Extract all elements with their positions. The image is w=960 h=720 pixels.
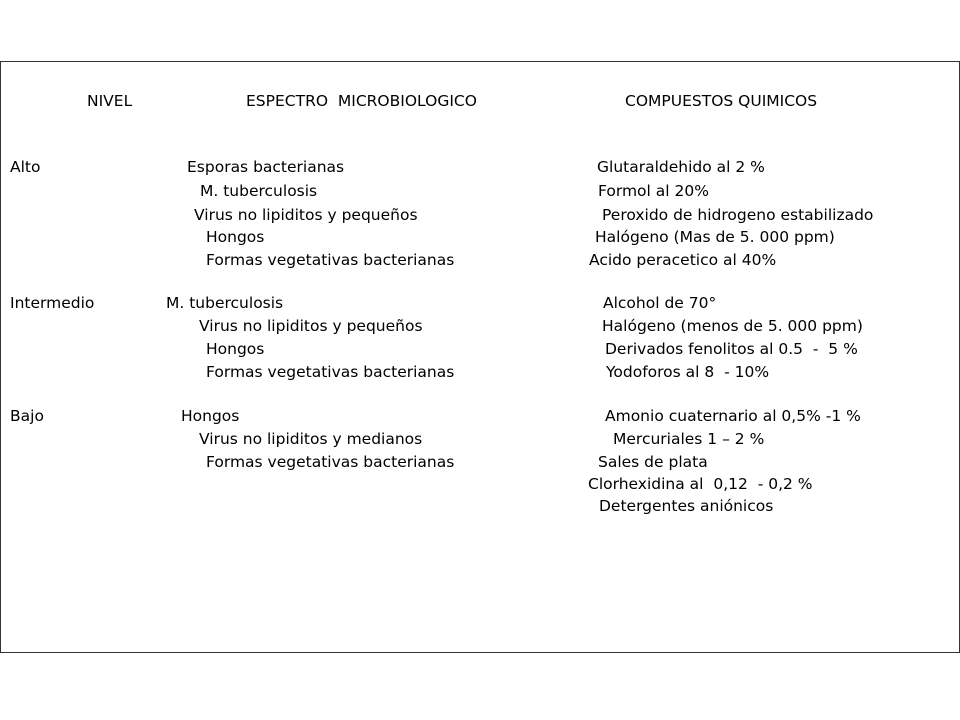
alto-spectrum-item: Hongos (206, 228, 265, 246)
alto-compound-item: Formol al 20% (598, 182, 709, 200)
bajo-compound-item: Sales de plata (598, 453, 708, 471)
intermedio-spectrum-item: Formas vegetativas bacterianas (206, 363, 455, 381)
alto-compound-item: Peroxido de hidrogeno estabilizado (602, 206, 874, 224)
alto-spectrum-item: M. tuberculosis (200, 182, 318, 200)
header-espectro: ESPECTRO MICROBIOLOGICO (246, 92, 477, 110)
bajo-compound-item: Amonio cuaternario al 0,5% -1 % (605, 407, 861, 425)
intermedio-spectrum-item: M. tuberculosis (166, 294, 284, 312)
alto-spectrum-item: Virus no lipiditos y pequeños (194, 206, 418, 224)
header-compuestos: COMPUESTOS QUIMICOS (625, 92, 818, 110)
level-bajo: Bajo (10, 407, 44, 425)
bajo-spectrum-item: Hongos (181, 407, 240, 425)
level-intermedio: Intermedio (10, 294, 95, 312)
bajo-spectrum-item: Formas vegetativas bacterianas (206, 453, 455, 471)
intermedio-compound-item: Derivados fenolitos al 0.5 - 5 % (605, 340, 858, 358)
intermedio-spectrum-item: Hongos (206, 340, 265, 358)
bajo-compound-item: Mercuriales 1 – 2 % (613, 430, 765, 448)
intermedio-compound-item: Halógeno (menos de 5. 000 ppm) (602, 317, 863, 335)
alto-spectrum-item: Formas vegetativas bacterianas (206, 251, 455, 269)
level-alto: Alto (10, 158, 41, 176)
alto-compound-item: Acido peracetico al 40% (589, 251, 777, 269)
alto-compound-item: Glutaraldehido al 2 % (597, 158, 765, 176)
intermedio-spectrum-item: Virus no lipiditos y pequeños (199, 317, 423, 335)
bajo-compound-item: Clorhexidina al 0,12 - 0,2 % (588, 475, 813, 493)
header-nivel: NIVEL (87, 92, 133, 110)
intermedio-compound-item: Yodoforos al 8 - 10% (606, 363, 770, 381)
bajo-spectrum-item: Virus no lipiditos y medianos (199, 430, 423, 448)
alto-compound-item: Halógeno (Mas de 5. 000 ppm) (595, 228, 835, 246)
intermedio-compound-item: Alcohol de 70° (603, 294, 717, 312)
bajo-compound-item: Detergentes aniónicos (599, 497, 774, 515)
alto-spectrum-item: Esporas bacterianas (187, 158, 345, 176)
